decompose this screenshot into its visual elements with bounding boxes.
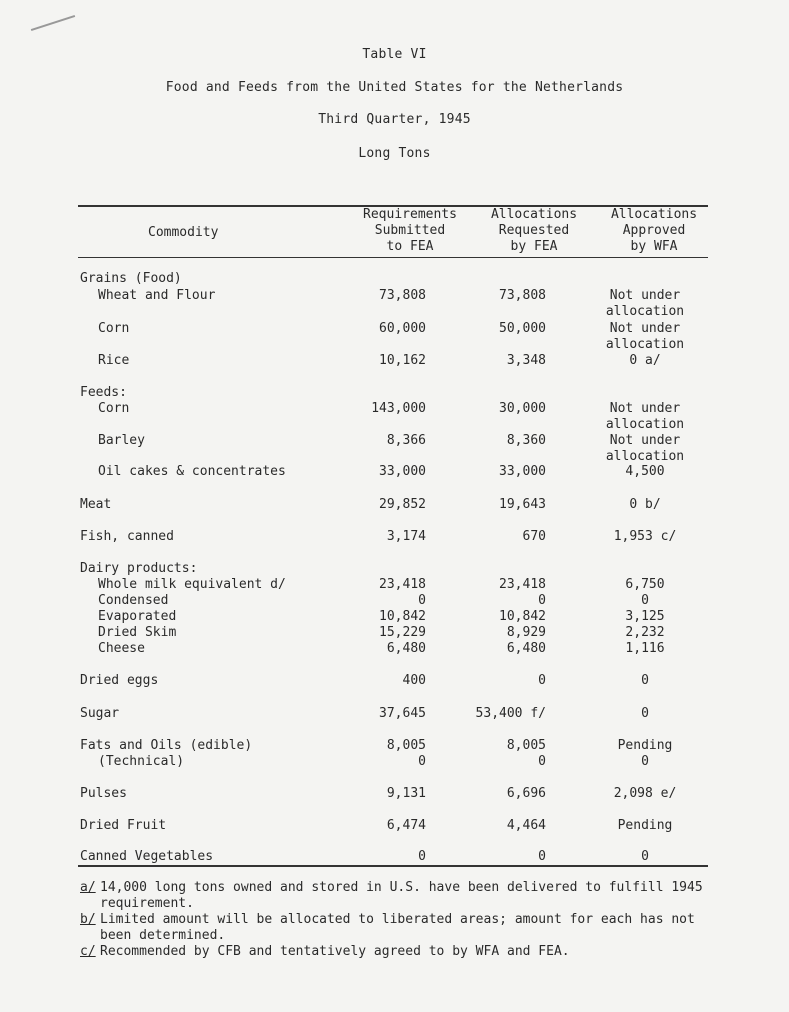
row-commodity-label: Dried Skim bbox=[98, 625, 177, 640]
cell-allocations-approved: 2,232 bbox=[625, 625, 665, 640]
cell-allocations-requested: 4,464 bbox=[506, 818, 546, 833]
row-commodity-label: Barley bbox=[98, 433, 145, 448]
cell-allocations-approved: Pending bbox=[617, 818, 673, 833]
cell-allocations-requested: 8,005 bbox=[506, 738, 546, 753]
table-number: Table VI bbox=[362, 47, 427, 62]
cell-allocations-requested: 53,400 f/ bbox=[475, 706, 546, 721]
cell-allocations-requested: 0 bbox=[538, 673, 546, 688]
cell-allocations-requested: 30,000 bbox=[499, 401, 546, 416]
cell-requirements: 400 bbox=[402, 673, 426, 688]
header-rule bbox=[78, 257, 708, 258]
cell-allocations-requested: 670 bbox=[522, 529, 546, 544]
cell-allocations-approved: 2,098 e/ bbox=[613, 786, 677, 801]
column-header-requirements: Requirements Submitted to FEA bbox=[363, 207, 457, 254]
cell-requirements: 23,418 bbox=[379, 577, 426, 592]
cell-allocations-approved: 0 bbox=[641, 849, 649, 864]
cell-allocations-approved: 6,750 bbox=[625, 577, 665, 592]
column-header-commodity: Commodity bbox=[148, 225, 219, 240]
cell-allocations-approved: Not under allocation bbox=[605, 401, 685, 432]
cell-allocations-requested: 8,360 bbox=[506, 433, 546, 448]
row-commodity-label: Dried Fruit bbox=[80, 818, 167, 833]
row-commodity-label: Corn bbox=[98, 401, 130, 416]
cell-requirements: 0 bbox=[418, 849, 426, 864]
column-header-allocations-approved: Allocations Approved by WFA bbox=[610, 207, 698, 254]
cell-allocations-approved: 0 a/ bbox=[629, 353, 661, 368]
cell-allocations-approved: Not under allocation bbox=[605, 321, 685, 352]
row-commodity-label: Dried eggs bbox=[80, 673, 159, 688]
cell-requirements: 9,131 bbox=[386, 786, 426, 801]
cell-requirements: 8,005 bbox=[386, 738, 426, 753]
footnote-text: Recommended by CFB and tentatively agreed to by WFA and FEA. bbox=[100, 944, 570, 959]
cell-requirements: 8,366 bbox=[386, 433, 426, 448]
cell-allocations-approved: 1,953 c/ bbox=[613, 529, 677, 544]
footnote-mark: a/ bbox=[80, 880, 96, 895]
row-commodity-label: Grains (Food) bbox=[80, 271, 182, 286]
cell-requirements: 6,480 bbox=[386, 641, 426, 656]
cell-allocations-approved: 0 bbox=[641, 706, 649, 721]
row-commodity-label: Cheese bbox=[98, 641, 145, 656]
cell-allocations-approved: 4,500 bbox=[625, 464, 665, 479]
footnote-text: 14,000 long tons owned and stored in U.S. have been delivered to fulfill 1945 requirement. bbox=[100, 880, 703, 911]
cell-allocations-requested: 23,418 bbox=[499, 577, 546, 592]
cell-allocations-requested: 6,480 bbox=[506, 641, 546, 656]
cell-allocations-requested: 0 bbox=[538, 849, 546, 864]
footnote-mark: b/ bbox=[80, 912, 96, 927]
cell-requirements: 0 bbox=[418, 754, 426, 769]
cell-allocations-requested: 0 bbox=[538, 754, 546, 769]
cell-allocations-requested: 0 bbox=[538, 593, 546, 608]
row-commodity-label: Dairy products: bbox=[80, 561, 198, 576]
cell-allocations-approved: Not under allocation bbox=[605, 433, 685, 464]
cell-allocations-approved: 3,125 bbox=[625, 609, 665, 624]
row-commodity-label: Whole milk equivalent d/ bbox=[98, 577, 286, 592]
row-commodity-label: Corn bbox=[98, 321, 130, 336]
cell-requirements: 37,645 bbox=[379, 706, 426, 721]
cell-allocations-requested: 19,643 bbox=[499, 497, 546, 512]
cell-requirements: 143,000 bbox=[371, 401, 426, 416]
cell-requirements: 29,852 bbox=[379, 497, 426, 512]
cell-requirements: 6,474 bbox=[386, 818, 426, 833]
cell-requirements: 10,842 bbox=[379, 609, 426, 624]
row-commodity-label: Condensed bbox=[98, 593, 169, 608]
cell-requirements: 73,808 bbox=[379, 288, 426, 303]
cell-allocations-approved: 0 bbox=[641, 673, 649, 688]
row-commodity-label: Oil cakes & concentrates bbox=[98, 464, 286, 479]
row-commodity-label: Fish, canned bbox=[80, 529, 174, 544]
cell-requirements: 15,229 bbox=[379, 625, 426, 640]
cell-allocations-requested: 50,000 bbox=[499, 321, 546, 336]
cell-allocations-approved: 1,116 bbox=[625, 641, 665, 656]
cell-requirements: 3,174 bbox=[386, 529, 426, 544]
cell-allocations-requested: 33,000 bbox=[499, 464, 546, 479]
cell-allocations-approved: Not under allocation bbox=[605, 288, 685, 319]
cell-allocations-requested: 8,929 bbox=[506, 625, 546, 640]
row-commodity-label: Rice bbox=[98, 353, 130, 368]
row-commodity-label: Sugar bbox=[80, 706, 120, 721]
cell-requirements: 60,000 bbox=[379, 321, 426, 336]
cell-allocations-approved: 0 bbox=[641, 754, 649, 769]
cell-allocations-approved: 0 bbox=[641, 593, 649, 608]
row-commodity-label: Wheat and Flour bbox=[98, 288, 216, 303]
row-commodity-label: Meat bbox=[80, 497, 112, 512]
cell-allocations-requested: 10,842 bbox=[499, 609, 546, 624]
cell-allocations-requested: 6,696 bbox=[506, 786, 546, 801]
cell-requirements: 0 bbox=[418, 593, 426, 608]
row-commodity-label: Canned Vegetables bbox=[80, 849, 214, 864]
table-units: Long Tons bbox=[358, 146, 431, 161]
pencil-mark bbox=[31, 15, 75, 31]
cell-allocations-approved: 0 b/ bbox=[629, 497, 661, 512]
table-period: Third Quarter, 1945 bbox=[318, 112, 471, 127]
footnote-text: Limited amount will be allocated to liberated areas; amount for each has not been determined. bbox=[100, 912, 695, 943]
cell-requirements: 33,000 bbox=[379, 464, 426, 479]
row-commodity-label: Fats and Oils (edible) bbox=[80, 738, 253, 753]
footnote-mark: c/ bbox=[80, 944, 96, 959]
bottom-rule bbox=[78, 865, 708, 867]
cell-allocations-requested: 3,348 bbox=[506, 353, 546, 368]
table-title: Food and Feeds from the United States for the Netherlands bbox=[165, 80, 624, 95]
column-header-allocations-requested: Allocations Requested by FEA bbox=[490, 207, 578, 254]
cell-allocations-requested: 73,808 bbox=[499, 288, 546, 303]
cell-allocations-approved: Pending bbox=[617, 738, 673, 753]
cell-requirements: 10,162 bbox=[379, 353, 426, 368]
row-commodity-label: Feeds: bbox=[80, 385, 127, 400]
row-commodity-label: (Technical) bbox=[98, 754, 185, 769]
row-commodity-label: Pulses bbox=[80, 786, 127, 801]
row-commodity-label: Evaporated bbox=[98, 609, 177, 624]
